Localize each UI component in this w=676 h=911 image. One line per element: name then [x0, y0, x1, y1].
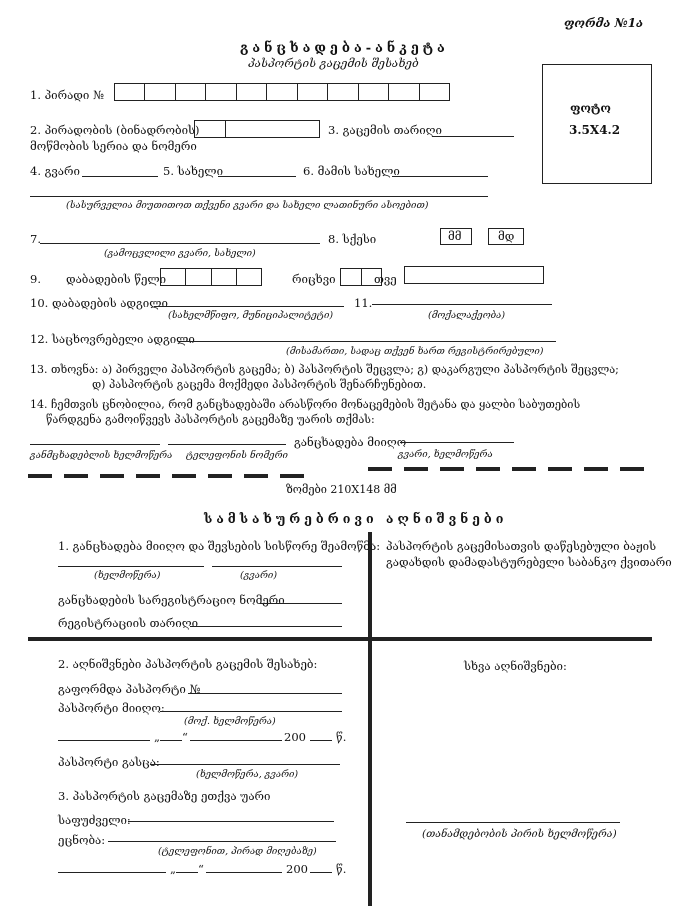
receiver-hint: გვარი, ხელმოწერა	[398, 449, 493, 460]
passport-prepared-field[interactable]	[188, 693, 342, 694]
residence-label: 12. საცხოვრებელი ადგილი	[30, 332, 195, 346]
passport-prepared-label: გაფორმდა პასპორტი №	[58, 682, 201, 696]
phone-hint: ტელეფონის ნომერი	[186, 450, 288, 461]
official-signature-field[interactable]	[406, 822, 620, 823]
check-title: 1. განცხადება მიიღო და შევსების სისწორე შეამოწმა:	[58, 539, 381, 553]
birthplace-label: 10. დაბადების ადგილი	[30, 296, 168, 310]
received-year: 200	[284, 730, 306, 744]
surname-field[interactable]	[82, 176, 158, 177]
personal-number-label: 1. პირადი №	[30, 88, 104, 102]
photo-label: ფოტო	[570, 101, 611, 115]
official-title: სამსახურებრივი აღნიშვნები	[204, 511, 508, 526]
passport-received-field[interactable]	[160, 711, 342, 712]
refusal-basis-label: საფუძველი:	[58, 813, 131, 827]
refusal-year-suffix: წ.	[336, 862, 347, 876]
declaration-text-1: 14. ჩემთვის ცნობილია, რომ განცხადებაში არასწორი მონაცემების შეტანა და ყალბი საბუთების	[30, 398, 581, 411]
declaration-text-2: წარდგენა გამოიწვევს პასპორტის გაცემაზე უარის თქმას:	[46, 413, 375, 426]
refusal-basis-field[interactable]	[128, 821, 334, 822]
received-quote-close: “	[182, 730, 188, 744]
refusal-title: 3. პასპორტის გაცემაზე ეთქვა უარი	[58, 789, 271, 803]
changed-name-hint: (გამოცვლილი გვარი, სახელი)	[104, 248, 256, 259]
passport-received-label: პასპორტი მიიღო:	[58, 701, 165, 715]
birth-year-cells[interactable]	[160, 268, 262, 286]
refusal-year-field[interactable]	[310, 872, 332, 873]
issue-date-field[interactable]	[432, 136, 514, 137]
request-text-1: 13. თხოვნა: ა) პირველი პასპორტის გაცემა; ბ) პასპორტის შეცვლა; გ) დაკარგული პასპორტის შეცვლა;	[30, 363, 619, 376]
reg-date-field[interactable]	[190, 626, 342, 627]
official-signature-hint: (თანამდებობის პირის ხელმოწერა)	[422, 828, 617, 840]
reg-date-label: რეგისტრაციის თარიღი	[58, 616, 199, 630]
received-date-month[interactable]	[190, 740, 282, 741]
receiver-field[interactable]	[400, 442, 514, 443]
form-number: ფორმა №1ა	[564, 16, 644, 30]
latin-note: (სასურველია მიუთითოთ თქვენი გვარი და სახელი ლათინური ასოებით)	[66, 200, 429, 211]
vertical-divider	[368, 532, 372, 906]
issuance-title: 2. აღნიშვნები პასპორტის გაცემის შესახებ:	[58, 657, 318, 671]
refusal-date-num[interactable]	[176, 872, 198, 873]
father-name-field[interactable]	[392, 176, 488, 177]
bank-text-2: გადახდის დამადასტურებელი საბანკო ქვითარი	[386, 555, 672, 569]
birth-year-label: დაბადების წელი	[66, 272, 167, 286]
bank-text-1: პასპორტის გაცემისათვის დაწესებული ბაჟის	[386, 539, 657, 553]
surname-label: 4. გვარი	[30, 164, 80, 178]
other-notes-label: სხვა აღნიშვნები:	[464, 659, 567, 673]
issue-date-label: 3. გაცემის თარიღი	[328, 123, 442, 137]
size-note: ზომები 210X148 მმ	[286, 483, 397, 496]
passport-issued-field[interactable]	[150, 764, 340, 765]
passport-issued-label: პასპორტი გასცა:	[58, 755, 160, 769]
birth-month-label: თვე	[374, 272, 397, 286]
check-surname-hint: (გვარი)	[240, 570, 278, 581]
citizenship-label: 11.	[354, 296, 373, 310]
citizenship-field[interactable]	[372, 304, 552, 305]
received-date-day[interactable]	[58, 740, 150, 741]
id-card-cells[interactable]	[194, 120, 320, 138]
father-name-label: 6. მამის სახელი	[303, 164, 400, 178]
gender-label: 8. სქესი	[328, 232, 377, 246]
name-label: 5. სახელი	[163, 164, 224, 178]
refusal-year: 200	[286, 862, 308, 876]
birth-month-box[interactable]	[404, 266, 544, 284]
reg-number-field[interactable]	[260, 603, 342, 604]
check-surname-field[interactable]	[212, 566, 342, 567]
birth-number: 9.	[30, 272, 41, 286]
cut-line-left	[28, 474, 310, 478]
received-year-suffix: წ.	[336, 730, 347, 744]
id-card-label-2: მოწმობის სერია და ნომერი	[30, 139, 197, 153]
birth-day-label: რიცხვი	[292, 272, 336, 286]
refusal-informed-field[interactable]	[108, 841, 336, 842]
check-signature-field[interactable]	[58, 566, 204, 567]
received-quote-open: „	[154, 730, 160, 744]
name-field[interactable]	[218, 176, 296, 177]
refusal-date-month[interactable]	[206, 872, 282, 873]
issued-hint: (ხელმოწერა, გვარი)	[196, 769, 299, 780]
form-title: განცხადება-ანკეტა	[240, 41, 449, 56]
birthplace-hint: (სახელმწიფო, მუნიციპალიტეტი)	[168, 310, 334, 321]
phone-field[interactable]	[168, 444, 286, 445]
cut-line-right	[368, 467, 650, 471]
received-date-num[interactable]	[160, 740, 182, 741]
personal-number-cells[interactable]	[114, 83, 450, 101]
latin-name-field[interactable]	[30, 196, 488, 197]
informed-hint: (ტელეფონით, პირად მიღებაზე)	[158, 846, 317, 857]
refusal-quote-close: “	[198, 862, 204, 876]
photo-size: 3.5X4.2	[569, 123, 621, 137]
changed-name-field[interactable]	[40, 243, 320, 244]
residence-hint: (მისამართი, სადაც თქვენ ხართ რეგისტრირებული)	[286, 346, 544, 357]
gender-male-label: მმ	[448, 229, 462, 243]
refusal-informed-label: ეცნობა:	[58, 833, 106, 847]
received-year-field[interactable]	[310, 740, 332, 741]
form-subtitle: პასპორტის გაცემის შესახებ	[248, 56, 419, 70]
gender-female-label: მდ	[498, 229, 515, 243]
refusal-quote-open: „	[170, 862, 176, 876]
check-signature-hint: (ხელმოწერა)	[94, 570, 161, 581]
applicant-signature-field[interactable]	[30, 444, 160, 445]
request-text-2: დ) პასპორტის გაცემა მოქმედი პასპორტის შენარჩუნებით.	[92, 378, 427, 391]
accepted-label: განცხადება მიიღო	[294, 435, 407, 449]
residence-field[interactable]	[178, 341, 556, 342]
applicant-signature-hint: განმცხადებლის ხელმოწერა	[30, 450, 173, 461]
refusal-date-day[interactable]	[58, 872, 166, 873]
citizenship-hint: (მოქალაქეობა)	[428, 310, 506, 321]
horizontal-divider	[28, 637, 652, 641]
birthplace-field[interactable]	[154, 306, 344, 307]
reg-number-label: განცხადების სარეგისტრაციო ნომერი	[58, 593, 285, 607]
id-card-label: 2. პირადობის (ბინადრობის)	[30, 123, 200, 137]
received-hint: (მოქ. ხელმოწერა)	[184, 716, 276, 727]
changed-name-label: 7.	[30, 232, 41, 246]
